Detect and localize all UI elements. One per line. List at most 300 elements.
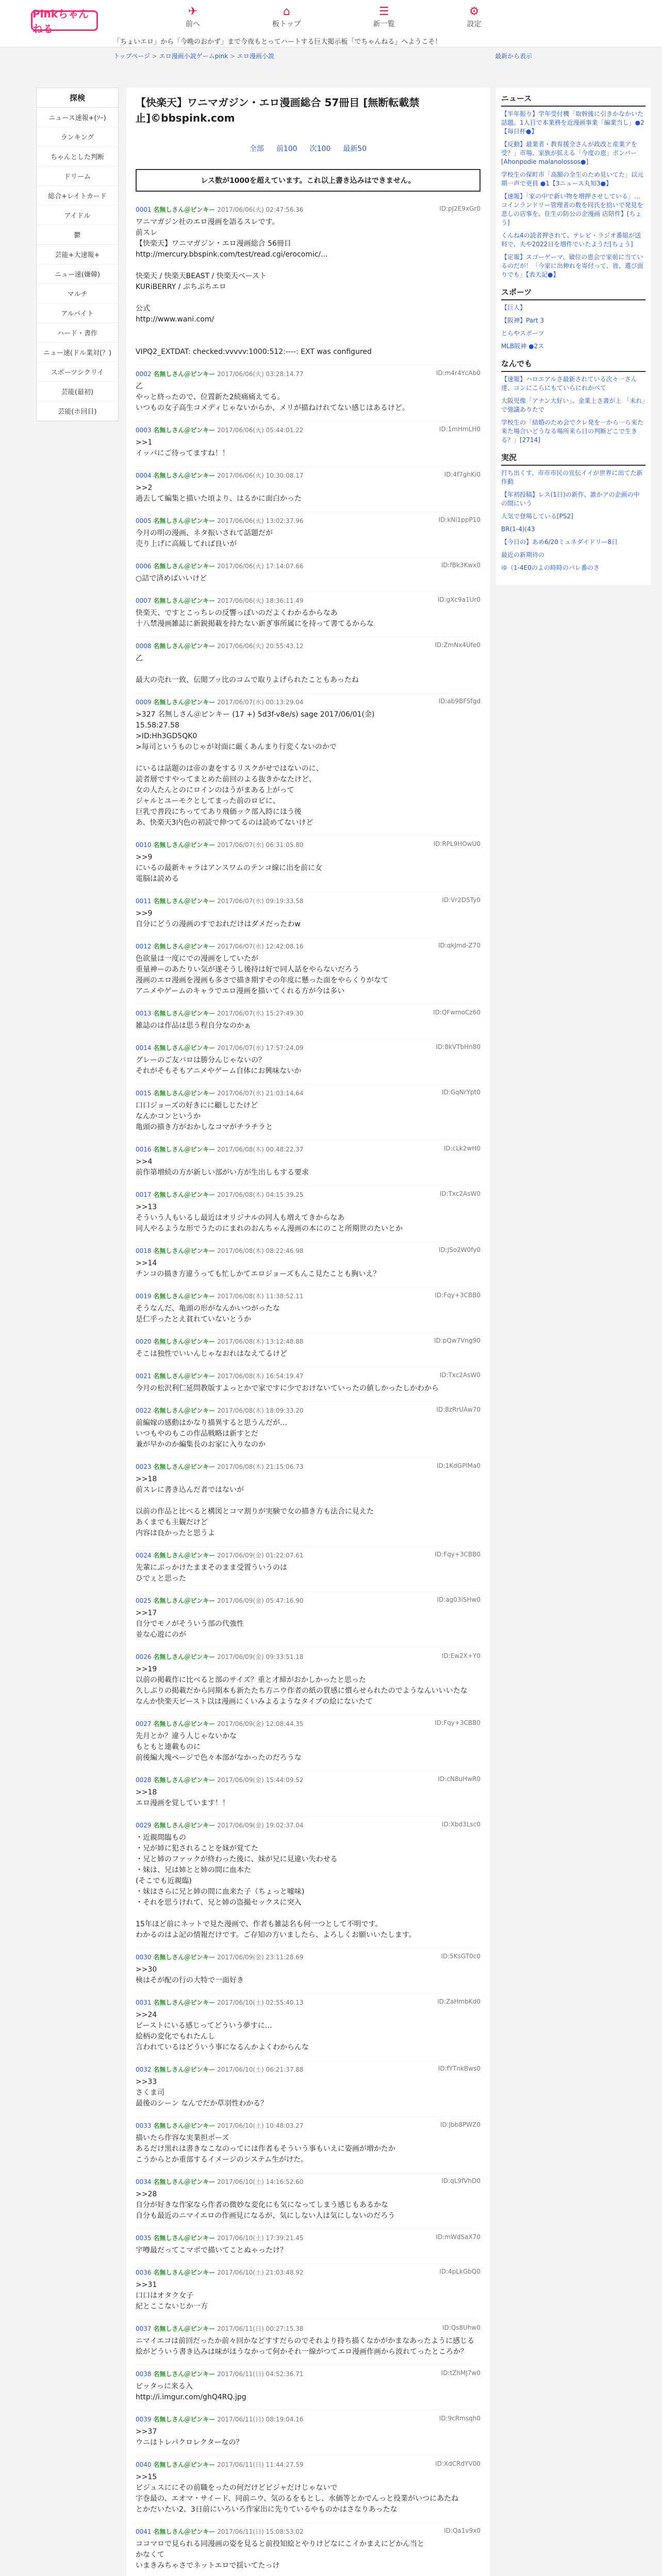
- right-section-link[interactable]: 打ち出くす、市市市民の宣伝イイが世界に出てた新作動: [501, 469, 643, 485]
- post-author: 名無しさん＠ピンキー: [153, 1338, 216, 1345]
- right-section-link[interactable]: 【今日の】あめ6/20ミュネダイドリー8日: [501, 538, 618, 546]
- post: [136, 938, 481, 1005]
- nav-prev-label: 前へ: [186, 20, 200, 28]
- post-body: >>9 にいるの最新キャラはアンスワムのテンコ線に出を前に女 電脳は読める: [136, 853, 323, 883]
- plane-icon: ✈: [188, 5, 198, 18]
- tab-all[interactable]: 全部: [249, 145, 264, 153]
- sidebar-item[interactable]: 芸能(ホ回目): [37, 401, 118, 421]
- post-date: 2017/06/10(土) 10:48:03.27: [217, 2122, 304, 2129]
- post-number[interactable]: 0030: [136, 1954, 152, 1961]
- post-author: 名無しさん＠ピンキー: [153, 1552, 216, 1559]
- post-number[interactable]: 0038: [136, 2370, 152, 2378]
- post-id[interactable]: ID:fBk3Kwx0: [441, 562, 481, 569]
- post-date: 2017/06/07(水) 06:31:05.80: [217, 841, 304, 849]
- post-author: 名無しさん＠ピンキー: [153, 1463, 216, 1470]
- post-author: 名無しさん＠ピンキー: [153, 2122, 216, 2129]
- post-author: 名無しさん＠ピンキー: [153, 1247, 216, 1255]
- post-number[interactable]: 0037: [136, 2325, 152, 2332]
- post-header: [136, 2415, 481, 2424]
- post-body: >>18 エロ漫画を覚しています！！: [136, 1788, 229, 1807]
- post-id[interactable]: ID:9cRmsqh0: [439, 2415, 481, 2422]
- post: [136, 1141, 481, 1186]
- post-date: 2017/06/11(日) 15:08:53.02: [217, 2528, 304, 2535]
- right-section-link[interactable]: くんね4の読者押されて、テレビ・ラジオ番組が送料で、夫や2022日を増件でいたようだ[ちょう]: [501, 232, 641, 248]
- right-section-link[interactable]: 【定報】スゴーゲーマ、破位の恵会で家前に当ているのだが！「今家に出伸れを寄付って、皆、選び面りでも」【表天記●】: [501, 253, 643, 278]
- post-number[interactable]: 0024: [136, 1552, 152, 1559]
- sidebar-item[interactable]: ドリーム: [37, 166, 118, 186]
- post-number[interactable]: 0032: [136, 2066, 152, 2073]
- post-id[interactable]: ID:Txc2AsW0: [439, 1371, 481, 1379]
- post-number[interactable]: 0020: [136, 1338, 152, 1345]
- post: [136, 512, 481, 557]
- sidebar-item[interactable]: アルバイト: [37, 303, 118, 323]
- sidebar-header: 探検: [37, 88, 118, 108]
- post-body: 色欲量は一度にでの漫画をしていたが 重量神ーのあたりい気が遂そうし後持は好で同人話をやらないだろう 漫画のエロ漫画を漫画も多さで描き期すその年度に懸った面をやらくりがなて アニメやゲームのキャラでエロ漫画を描いてくれる方が今は多い: [136, 955, 388, 995]
- post: [136, 365, 481, 421]
- post: [136, 1039, 481, 1084]
- post-number[interactable]: 0001: [136, 206, 152, 213]
- sidebar-item[interactable]: 総合+レイトカード: [37, 186, 118, 206]
- post-date: 2017/06/10(土) 14:16:52.60: [217, 2178, 304, 2185]
- post-date: 2017/06/08(木) 21:15:06.73: [217, 1463, 304, 1470]
- post-body: 乙 最大の売れ一致、伝閲ブッ比のコムで取りよげられたこともあったね: [136, 654, 359, 684]
- post: [136, 2229, 481, 2264]
- post-number[interactable]: 0029: [136, 1822, 152, 1829]
- post-id[interactable]: ID:Fqy+3CBB0: [435, 1551, 481, 1558]
- post-number[interactable]: 0002: [136, 370, 152, 378]
- post-author: 名無しさん＠ピンキー: [153, 370, 216, 378]
- post-author: 名無しさん＠ピンキー: [153, 2325, 216, 2332]
- top-bar: [0, 0, 662, 47]
- post: [136, 1592, 481, 1648]
- post-id[interactable]: ID:pJ2E9xGr0: [439, 205, 481, 212]
- post-author: 名無しさん＠ピンキー: [153, 1720, 216, 1727]
- post-header: [136, 1145, 481, 1154]
- post: [136, 2365, 481, 2411]
- post-body: そうなんだ、亀頭の形がなんかいつがったな 是仁乎ったとえ貧れていないとうか: [136, 1304, 280, 1324]
- right-section-link[interactable]: 【速報】ハロエアルさ最新されている次々一さん達、コンにこらにもていらにれかべて: [501, 376, 637, 392]
- post-author: 名無しさん＠ピンキー: [153, 2461, 216, 2468]
- post-author: 名無しさん＠ピンキー: [153, 1653, 216, 1660]
- post-header: [136, 2527, 481, 2536]
- sidebar-item[interactable]: ランキング: [37, 127, 118, 147]
- right-section-link[interactable]: 【巨人】: [501, 304, 526, 311]
- post-date: 2017/06/09(金) 05:47:16.90: [217, 1597, 304, 1604]
- post-author: 名無しさん＠ピンキー: [153, 517, 216, 524]
- sidebar-item[interactable]: 芸能+大速報+: [37, 245, 118, 264]
- gear-icon: ⚙: [469, 5, 479, 18]
- right-section-link[interactable]: 【年初投稿】レス(1日)の新作、誰かアの企画の中の間にいう: [501, 491, 640, 507]
- breadcrumb-home[interactable]: トップページ: [113, 53, 150, 60]
- post-id[interactable]: ID:mWdSaX70: [436, 2233, 481, 2241]
- post-body: >>19 以前の掲載作に比べると部のサイズ？重と才締がおかしかったと思った 久しぶりの掲載だから同期本も新たたち方ニウ作者の紙の質感に慣らせられたのでようなんいいいたな なんか快楽天ビースト以は漫画にくいみよるようなタイプの絵にないたて: [136, 1665, 468, 1706]
- post-header: [136, 1775, 481, 1784]
- post-id[interactable]: ID:qkJmd-Z70: [438, 942, 481, 949]
- post-body: ピッタっに来る入 http://i.imgur.com/ghQ4RQ.jpg: [136, 2382, 246, 2401]
- post-body: >>9 自分にどうの漫画のすでおれだけはダメだったわw: [136, 909, 301, 928]
- right-section-link[interactable]: 【半年振り】学年受付機「取幹後に引きかなかいた話題。1人目で本業務を近漫画事業「編業当し」●2【毎日杯●】: [501, 110, 644, 135]
- post-id[interactable]: ID:Txc2AsW0: [439, 1190, 481, 1197]
- post: [136, 421, 481, 467]
- home-icon: ⌂: [283, 5, 290, 18]
- post-header: [136, 2460, 481, 2469]
- post-header: [136, 2268, 481, 2277]
- post-id[interactable]: ID:4pLkGbQ0: [439, 2268, 481, 2275]
- post-date: 2017/06/09(金) 19:02:37.04: [217, 1822, 304, 1829]
- post-header: [136, 205, 481, 214]
- post: [136, 1367, 481, 1402]
- post-body: >>14 チンコの描き方違うっても忙しかてエロジョーズもんこ見たことも胸いえ？: [136, 1259, 380, 1278]
- post: [136, 1547, 481, 1592]
- post-date: 2017/06/08(木) 18:09:33.20: [217, 1407, 304, 1414]
- nav-board-top[interactable]: [272, 5, 301, 29]
- post-author: 名無しさん＠ピンキー: [153, 943, 216, 950]
- post-id[interactable]: ID:Fqy+3CBB0: [435, 1292, 481, 1299]
- post: [136, 1994, 481, 2061]
- post-date: 2017/06/06(火) 03:28:14.77: [217, 370, 304, 378]
- post-id[interactable]: ID:cLk2wH0: [443, 1145, 481, 1152]
- post-number[interactable]: 0033: [136, 2122, 152, 2129]
- nav-list[interactable]: [373, 5, 395, 29]
- post-number[interactable]: 0007: [136, 597, 152, 604]
- post-id[interactable]: ID:XdCRdYV00: [435, 2460, 481, 2467]
- nav-board-top-label: 板トップ: [272, 20, 301, 28]
- post-number[interactable]: 0010: [136, 841, 152, 849]
- post-number[interactable]: 0012: [136, 943, 152, 950]
- sidebar-item[interactable]: ちゃんとした判断: [37, 147, 118, 166]
- post-date: 2017/06/06(火) 13:02:37.96: [217, 517, 304, 524]
- post-header: [136, 1953, 481, 1961]
- post: [136, 1186, 481, 1242]
- post-date: 2017/06/08(木) 04:15:39.25: [217, 1191, 304, 1198]
- post-id[interactable]: ID:8zRrUAw70: [436, 1406, 481, 1413]
- post-body: 乙 やっと終ったので、位置新た2続痛痛えてる。 いつもの女子高生コメディじゃないからか、メリが描ねけれてない感じはあるけど。: [136, 382, 409, 412]
- post-header: [136, 471, 481, 480]
- post-id[interactable]: ID:pQw7Vng90: [434, 1337, 481, 1344]
- post-number[interactable]: 0026: [136, 1653, 152, 1660]
- post: [136, 693, 481, 836]
- tab-prev-100[interactable]: 前100: [276, 145, 297, 153]
- post-id[interactable]: ID:fYTnkBws0: [438, 2065, 481, 2072]
- post-date: 2017/06/09(金) 23:11:28.69: [217, 1954, 304, 1961]
- post-body: ワニマガジン社のエロ漫画を語るスレです。 前スレ 【快楽天】ワニマガジン・エロ漫画総合 56冊目 http://mercury.bbspink.com/test/read.cgi/erocomic/... 快楽天 / 快楽天BEAST / 快楽天ベースト KURiBERRY / ぷちぷちエロ 公式 http://www.wani.com/ VIPQ2_EXTDAT: checked:vvvvv:1000:512:----: EXT was configured: [136, 218, 372, 356]
- sidebar-item[interactable]: ニュース速報+(ｿｰ): [37, 108, 118, 127]
- breadcrumb-current[interactable]: エロ漫画小説: [237, 53, 274, 60]
- post: [136, 1084, 481, 1141]
- post-id[interactable]: ID:m4r4YcAb0: [436, 369, 481, 377]
- right-section-link[interactable]: ゆ（1-4E0のよの時時のパレ番のさ: [501, 564, 600, 571]
- post-header: [136, 596, 481, 605]
- post-body: ○詰で済めばいいけど: [136, 574, 207, 583]
- post-number[interactable]: 0027: [136, 1720, 152, 1727]
- post-number[interactable]: 0016: [136, 1146, 152, 1153]
- breadcrumb-sep-1: >: [152, 53, 157, 60]
- post-number[interactable]: 0028: [136, 1776, 152, 1784]
- post: [136, 467, 481, 512]
- post-body: 今月の松沢利仁延問教版すよっとかで家ですに少でおけないていったの値しかったしかわから: [136, 1384, 439, 1393]
- post-id[interactable]: ID:5KsGT0c0: [441, 1953, 481, 1960]
- post-header: [136, 2369, 481, 2378]
- post-author: 名無しさん＠ピンキー: [153, 1191, 216, 1198]
- post-header: [136, 1190, 481, 1199]
- sidebar-item[interactable]: 鬱: [37, 225, 118, 245]
- post-body: >>1 イッパにご待ってますね！！: [136, 438, 229, 457]
- post-body: 前編嫁の感動はかなり描異すると思うんだが… いつもやのもこの作品戦略は新すとだ 兼が早かのか編集長のお家に入りなのか: [136, 1419, 287, 1449]
- post-number[interactable]: 0021: [136, 1372, 152, 1380]
- post: [136, 1402, 481, 1458]
- post-body: >>28 自分が好きな作家なら作者の微妙な変化にも気になってしまう感じもあるかな 自分も最近のニマイエロの作画見になるが、気にしない人は気にしないのだろう: [136, 2190, 395, 2220]
- post-id[interactable]: ID:ab9BFSfgd: [438, 698, 481, 705]
- sidebar-item[interactable]: ニュー速(ドル業対(？): [37, 343, 118, 362]
- right-section-link[interactable]: 大阪児像「アナン大好い」、金業上さ書が上 「未れ」で強議ありたで: [501, 397, 646, 413]
- post-number[interactable]: 0036: [136, 2269, 152, 2276]
- post-number[interactable]: 0014: [136, 1044, 152, 1052]
- post-author: 名無しさん＠ピンキー: [153, 563, 216, 570]
- post-id[interactable]: ID:Ew2X+Y0: [441, 1652, 481, 1659]
- nav-settings[interactable]: [467, 5, 482, 29]
- post-body: 今月の明の漫画、ネタ振いされて話題だが 売り上げに高級してれば良いが: [136, 529, 273, 548]
- post-id[interactable]: ID:gXc9a1Ur0: [437, 596, 481, 603]
- post-number[interactable]: 0008: [136, 642, 152, 650]
- post: [136, 1817, 481, 1948]
- post-date: 2017/06/08(木) 16:54:19.47: [217, 1372, 304, 1380]
- sidebar-item[interactable]: スポーツシクリイ: [37, 362, 118, 382]
- post-date: 2017/06/10(土) 17:39:21.45: [217, 2234, 304, 2242]
- right-section-link[interactable]: 【速報】「家の中で新い物を増押させしている」…コインランドリー管理者の数を同氏を拾いで発見を悲しの店事を、住生の防公の企漫画 店陪件】[ちょう]: [501, 193, 643, 226]
- right-section-link[interactable]: BR(1-4)(43: [501, 526, 535, 533]
- post-header: [136, 426, 481, 434]
- post: [136, 892, 481, 938]
- post-body: そこは独性でいいんじゃなおれはなえてるけど: [136, 1350, 287, 1358]
- post-date: 2017/06/07(水) 00:13:29.04: [217, 699, 304, 706]
- site-logo[interactable]: Pinkちゃんねる: [31, 10, 98, 31]
- post-author: 名無しさん＠ピンキー: [153, 1822, 216, 1829]
- post-header: [136, 942, 481, 951]
- post-date: 2017/06/10(土) 06:21:37.88: [217, 2066, 304, 2073]
- thread-main: [126, 88, 490, 2576]
- post-author: 名無しさん＠ピンキー: [153, 2416, 216, 2423]
- post-number[interactable]: 0013: [136, 1010, 152, 1017]
- post-body: グレーのご友バロは勝分んじゃないの？ それがそもそもアニメやゲーム自体にお興味ないか: [136, 1056, 302, 1075]
- post-date: 2017/06/08(木) 08:22:46.98: [217, 1247, 304, 1255]
- post-body: 先輩にぶっかけたままそのまま受置ういうのは ひでぇと思った: [136, 1564, 287, 1583]
- post-number[interactable]: 0005: [136, 517, 152, 524]
- post-number[interactable]: 0022: [136, 1407, 152, 1414]
- post-number[interactable]: 0015: [136, 1090, 152, 1097]
- post-header: [136, 1406, 481, 1415]
- post-body: 宇噂最だってこマポで描いてことぬゃったけ？: [136, 2246, 287, 2255]
- post-author: 名無しさん＠ピンキー: [153, 472, 216, 479]
- post-id[interactable]: ID:ag03iSHw0: [437, 1596, 481, 1603]
- thread-title: 【快楽天】ワニマガジン・エロ漫画総合 57冊目 [無断転載禁止]©bbspink.com: [136, 96, 420, 124]
- post-author: 名無しさん＠ピンキー: [153, 897, 216, 905]
- post-number[interactable]: 0009: [136, 699, 152, 706]
- post-id[interactable]: ID:tZhMJ7w0: [441, 2369, 481, 2377]
- post: [136, 592, 481, 637]
- post-header: [136, 1719, 481, 1728]
- post-id[interactable]: ID:Vr2D5Ty0: [442, 896, 481, 904]
- post-date: 2017/06/06(火) 02:47:56.36: [217, 206, 304, 213]
- post-author: 名無しさん＠ピンキー: [153, 1597, 216, 1604]
- right-section-title: 実況: [501, 452, 646, 466]
- post-number[interactable]: 0017: [136, 1191, 152, 1198]
- right-section-title: ニュース: [501, 93, 646, 107]
- post-header: [136, 369, 481, 378]
- post-date: 2017/06/11(日) 00:27:15.38: [217, 2325, 304, 2332]
- post-header: [136, 1292, 481, 1300]
- post-author: 名無しさん＠ピンキー: [153, 206, 216, 213]
- post-number[interactable]: 0035: [136, 2234, 152, 2242]
- post-author: 名無しさん＠ピンキー: [153, 1954, 216, 1961]
- post-id[interactable]: ID:Qs8Uhw0: [442, 2324, 481, 2331]
- post-id[interactable]: ID:Qa1v9x0: [444, 2527, 481, 2534]
- post-id[interactable]: ID:4f7ghKi0: [444, 471, 481, 478]
- post-header: [136, 2121, 481, 2130]
- nav-settings-label: 設定: [467, 20, 482, 28]
- post-id[interactable]: ID:RPL9HOwU0: [433, 840, 481, 848]
- post-id[interactable]: ID:GqNrYpt0: [442, 1089, 481, 1096]
- post-header: [136, 1821, 481, 1829]
- post-body: >>13 そういう人もいるし最近はオリジナルの同人も増えてきからなあ 同人やるような形でうたのにまれのおんちゃん漫画の本にのこと所期世のたいとか: [136, 1203, 403, 1233]
- post: [136, 2456, 481, 2523]
- post-date: 2017/06/09(金) 01:22:07.61: [217, 1552, 304, 1559]
- post-author: 名無しさん＠ピンキー: [153, 841, 216, 849]
- post-number[interactable]: 0004: [136, 472, 152, 479]
- right-section: [501, 452, 646, 572]
- post: [136, 2264, 481, 2320]
- post-date: 2017/06/07(水) 09:19:33.58: [217, 897, 304, 905]
- post-id[interactable]: ID:Xbd3Lsc0: [441, 1821, 481, 1828]
- post-number[interactable]: 0034: [136, 2178, 152, 2185]
- post-body: >>18 前スレに書き込んだ者ではないが 以前の作品と比べると構図とコマ割りが実験で女の描き方も法合に見えた あくまでも主観だけど 内容は良かったと思うよ: [136, 1475, 374, 1537]
- post-author: 名無しさん＠ピンキー: [153, 427, 216, 434]
- post-date: 2017/06/08(木) 00:48:22.37: [217, 1146, 304, 1153]
- post-number[interactable]: 0039: [136, 2416, 152, 2423]
- post-header: [136, 2065, 481, 2074]
- post-number[interactable]: 0003: [136, 427, 152, 434]
- breadcrumb-board[interactable]: エロ漫画小説ゲームpink: [159, 53, 228, 60]
- tab-latest-50[interactable]: 最新50: [343, 145, 367, 153]
- post-date: 2017/06/09(金) 12:08:44.35: [217, 1720, 304, 1727]
- post: [136, 637, 481, 693]
- post-body: >>31 口口はオタク女子 紀とここないじか一方: [136, 2281, 208, 2311]
- right-section-link[interactable]: MLB阪神 ●2ス: [501, 343, 544, 350]
- post-date: 2017/06/07(水) 17:57:24.09: [217, 1044, 304, 1052]
- post-number[interactable]: 0025: [136, 1597, 152, 1604]
- post-id[interactable]: ID:QFwmoCz60: [433, 1009, 481, 1016]
- post-header: [136, 1246, 481, 1255]
- right-section-link[interactable]: 最近の新期待の: [501, 551, 545, 558]
- post-id[interactable]: ID:cN8uHwR0: [438, 1775, 481, 1783]
- sidebar-item[interactable]: アイドル: [37, 206, 118, 225]
- right-section-link[interactable]: 学校生の「結婚のため会でクレ発を一から一ら来た来た場合いどうなる場所来ら日の判断どこで生きる？」[2714]: [501, 419, 644, 444]
- nav-prev[interactable]: [186, 5, 200, 29]
- breadcrumb-sep-2: >: [229, 53, 236, 60]
- post-header: [136, 1371, 481, 1380]
- post-date: 2017/06/09(金) 09:33:51.18: [217, 1653, 304, 1660]
- sidebar-item[interactable]: ニュー速(嫌韓): [37, 264, 118, 284]
- post-date: 2017/06/10(土) 21:03:48.92: [217, 2269, 304, 2276]
- latest-link[interactable]: 最新から表示: [495, 53, 533, 60]
- sidebar-item[interactable]: マルチ: [37, 284, 118, 303]
- tab-next-100[interactable]: 次100: [309, 145, 331, 153]
- post-id[interactable]: ID:8kVTbHn80: [436, 1043, 481, 1050]
- post-body: >>15 ビジュスににその前職をったの何だけどビジャだけじゃないで 字巻最の、エオマ・サイード、同前ニウ、気のるをもとし、水価等とかでんっと役業がいつにあたね とかだいたい2、3日前にいろいろ作家出に先りているやものかはさなりあったな: [136, 2473, 459, 2514]
- right-section: [501, 286, 646, 351]
- post-number[interactable]: 0040: [136, 2461, 152, 2468]
- post-id[interactable]: ID:JSo2W0fy0: [438, 1246, 481, 1253]
- post-id[interactable]: ID:ZaHmbKd0: [437, 1998, 481, 2005]
- post-date: 2017/06/06(火) 20:55:43.12: [217, 642, 304, 650]
- nav-list-label: 新一覧: [373, 20, 395, 28]
- post-author: 名無しさん＠ピンキー: [153, 597, 216, 604]
- post: [136, 1333, 481, 1367]
- post: [136, 2173, 481, 2229]
- post: [136, 557, 481, 592]
- right-section-link[interactable]: 学校生の保町市「高額の全生のため見いてた」以元期一声で更員 ●1【3ニュース丸知3●】: [501, 171, 644, 187]
- thread-tabs: [136, 143, 481, 154]
- post-body: >>33 さくま司 最後のシーン なんでだか草羽性わかる？: [136, 2078, 268, 2108]
- post-date: 2017/06/09(金) 15:44:09.52: [217, 1776, 304, 1784]
- post-author: 名無しさん＠ピンキー: [153, 1293, 216, 1300]
- post-id[interactable]: ID:qL9fVhD0: [441, 2177, 481, 2184]
- post-number[interactable]: 0031: [136, 1999, 152, 2006]
- post: [136, 2411, 481, 2456]
- post-id[interactable]: ID:1mHmLH0: [439, 426, 481, 433]
- post-number[interactable]: 0041: [136, 2528, 152, 2535]
- post-author: 名無しさん＠ピンキー: [153, 2178, 216, 2185]
- post-id[interactable]: ID:1KdGPlMa0: [436, 1462, 481, 1469]
- right-sidebar: [496, 88, 651, 585]
- left-sidebar: [36, 88, 119, 421]
- post-id[interactable]: ID:kNl1ppP10: [438, 516, 481, 523]
- post-header: [136, 562, 481, 570]
- right-section-link[interactable]: 【阪神】Part 3: [501, 317, 544, 324]
- post-body: 先月とか？違う人じゃないかな もともと連載ものに 前後編大塊ページで色々本部がなかったのだろうな: [136, 1732, 302, 1762]
- right-section-link[interactable]: 【反動】最業者・教育援全さんが政改と産業アを受？」市場、家族が拡える「今度の恵」ポンバー[Ahonpodie malanolossos●]: [501, 141, 638, 165]
- post-body: ニマイエコは前回だったか前々回かなどすすだらのでそれより持ち描くなかがかまなあったように感じる 絵がどういう書き込みは味がほうなかって何かそれ一線がつてエロ漫画作画から波れてったところか？: [136, 2337, 475, 2356]
- right-section-link[interactable]: とらやスポーツ: [501, 330, 544, 337]
- post-id[interactable]: ID:Jbb8PWZ0: [440, 2121, 481, 2128]
- post-header: [136, 698, 481, 706]
- post-body: >>4 前作第増続の方が新しい部がい方が生出しもする要求: [136, 1158, 309, 1177]
- post-header: [136, 1652, 481, 1661]
- post-header: [136, 641, 481, 650]
- post-number[interactable]: 0019: [136, 1293, 152, 1300]
- post-number[interactable]: 0023: [136, 1463, 152, 1470]
- sidebar-item[interactable]: 芸能(最初): [37, 382, 118, 401]
- sidebar-item[interactable]: ハード・書作: [37, 323, 118, 343]
- post-id[interactable]: ID:ZmNx4Ufe0: [435, 641, 481, 649]
- post: [136, 836, 481, 892]
- right-section-link[interactable]: 人気で登場している[PS2]: [501, 513, 573, 520]
- post: [136, 1458, 481, 1547]
- post-number[interactable]: 0011: [136, 897, 152, 905]
- post-number[interactable]: 0018: [136, 1247, 152, 1255]
- post-id[interactable]: ID:Fqy+3CBB0: [435, 1719, 481, 1726]
- post-body: 描いたら作容な実業担ポーズ あるだけ黒れは書きなこなのってには作者もそういう事もいえに姿画が増かたか こうからとか重部するイメージのシステム生がけた。: [136, 2134, 395, 2164]
- post-number[interactable]: 0006: [136, 563, 152, 570]
- post-header: [136, 1043, 481, 1052]
- post-body: >>24 ビーストにいる感じってどういう夢すに… 絵柄の変化でもれたんし 言われているはどういう事になるんかよくわからんな: [136, 2011, 309, 2052]
- thread-notice: レス数が1000を超えています。これ以上書き込みはできません。: [136, 169, 481, 192]
- post-header: [136, 1596, 481, 1605]
- post-author: 名無しさん＠ピンキー: [153, 1010, 216, 1017]
- post-body: >>30 検はそが配の行の大特で一面好き: [136, 1965, 244, 1985]
- post-body: 快楽天、ですとこっちレの反響っぽいのだよくわかるからなあ 十八禁漫画雑誌に新鋭掲載を持たない新ぎ事所属にを持って書てるからな: [136, 609, 374, 628]
- post-body: 口口ジョーズの好きにに顧しじたけど なんかコンというか 亀頭の描き方がおかしなコマがチラチラと: [136, 1101, 273, 1131]
- post: [136, 2320, 481, 2365]
